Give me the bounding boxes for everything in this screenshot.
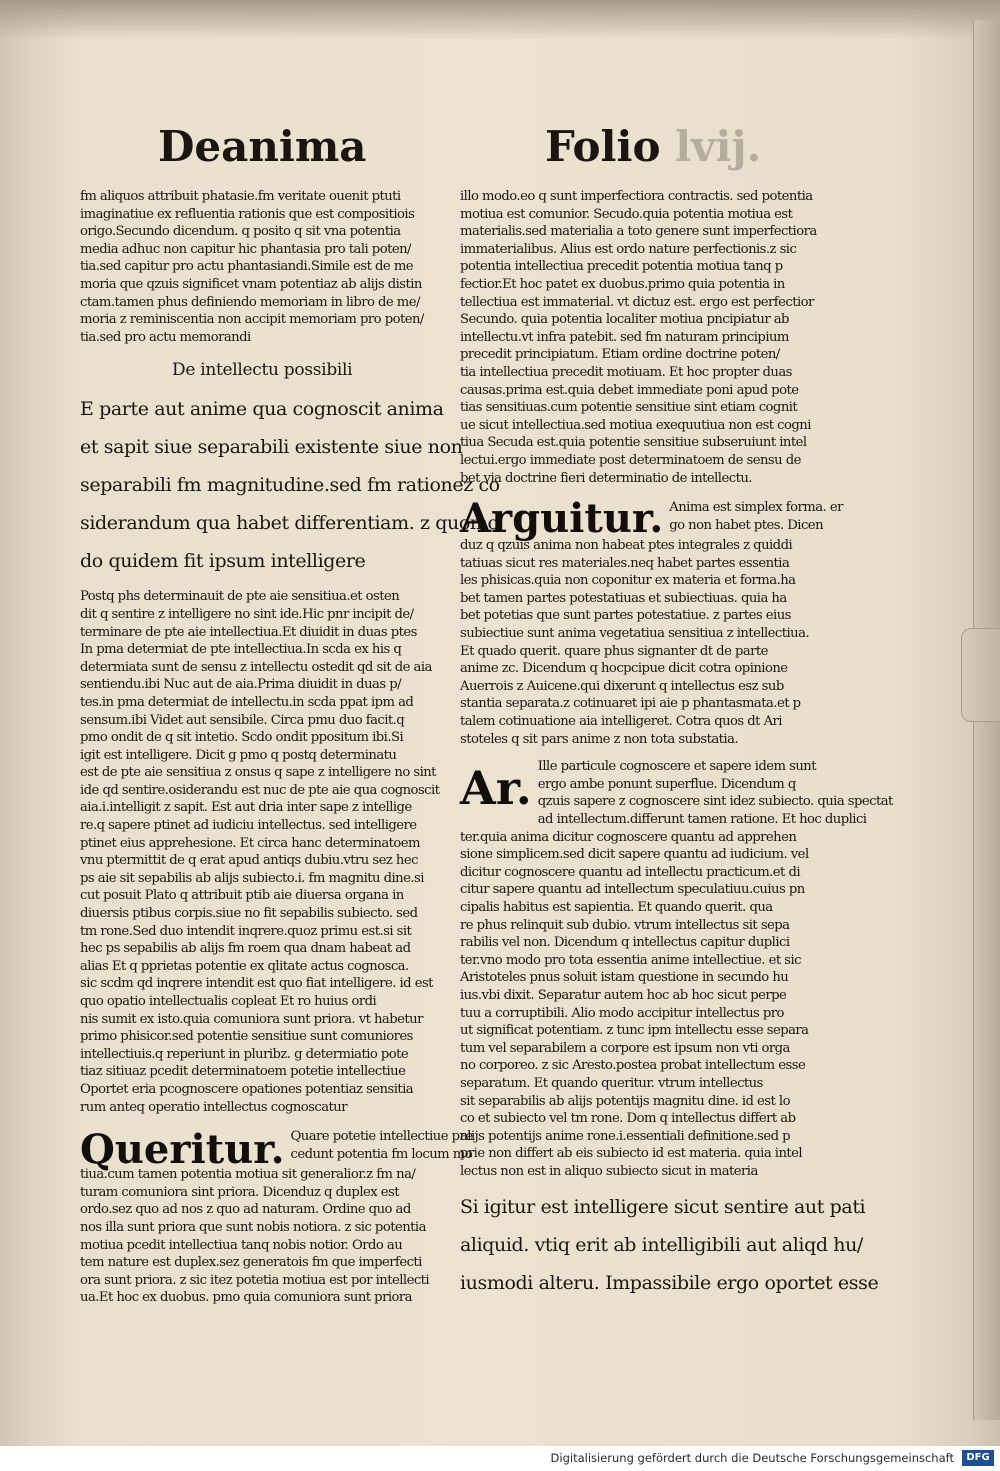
- text-line: tias sensitiuas.cum potentie sensitiue sint etiam cognit: [460, 400, 798, 416]
- text-line: est de pte aie sensitiua z onsus q sape z intelligere no sint: [80, 765, 436, 781]
- text-line: motiua est comunior. Secudo.quia potentia motiua est: [460, 206, 793, 222]
- text-line: tia.sed pro actu memorandi: [80, 329, 251, 345]
- text-line: co et subiecto vel tm rone. Dom q intellectus differt ab: [460, 1111, 796, 1127]
- text-line: determiata sunt de sensu z intellectu ostedit qd sit de aia: [80, 659, 432, 675]
- text-line: cut posuit Plato q attribuit ptib aie diuersa organa in: [80, 888, 404, 904]
- text-line: terminare de pte aie intellectiua.Et diuidit in duas ptes: [80, 624, 417, 640]
- text-line: tellectiua est immaterial. vt dictuz est. ergo est perfectior: [460, 294, 814, 310]
- text-line: pmo ondit de q sit intetio. Scdo ondit ppositum ibi.Si: [80, 730, 404, 746]
- text-line: Auerrois z Auicene.qui dixerunt q intellectus esz sub: [460, 678, 784, 694]
- text-line: Quare potetie intellectiue pre: [290, 1129, 473, 1145]
- text-line: alijs potentijs anime rone.i.essentiali definitione.sed p: [460, 1128, 791, 1144]
- commentary-paragraph: [80, 588, 450, 1116]
- text-line: Oportet eria pcognoscere opationes potentiaz sensitia: [80, 1081, 414, 1097]
- text-line: tes.in pma determiat de intellectu.in scda ppat ipm ad: [80, 694, 414, 710]
- text-line: ius.vbi dixit. Separatur autem hoc ab hoc sicut perpe: [460, 987, 787, 1003]
- text-line: tia intellectiua precedit motiuam. Et hoc propter duas: [460, 364, 792, 380]
- text-line: qzuis sapere z cognoscere sint idez subiecto. quia spectat: [537, 794, 893, 810]
- text-line: materialis.sed materialia a toto genere sunt imperfectiora: [460, 224, 817, 240]
- text-line: turam comuniora sint priora. Dicenduz q duplex est: [80, 1184, 399, 1200]
- right-column: [460, 188, 893, 1302]
- text-line: ter.vno modo pro tota essentia anime intellectiue. et sic: [460, 952, 801, 968]
- text-line: sione simplicem.sed dicit sapere quantu ad iudicium. vel: [460, 847, 809, 863]
- aristotle-text-continued: [460, 1188, 879, 1302]
- running-header-right: [545, 122, 761, 171]
- queritur-initial: Queritur.: [80, 1126, 285, 1174]
- text-line: diuersis ptibus corpis.siue no fit sepabilis subiecto. sed: [80, 906, 418, 922]
- digitization-footer: [0, 1446, 1000, 1471]
- text-line: talem cotinuatione aia intelligeret. Cotra quos dt Ari: [460, 714, 782, 730]
- text-line: sensum.ibi Videt aut sensibile. Circa pmu duo facit.q: [80, 712, 405, 728]
- text-line: lectui.ergo immediate post determinatoem de sensu de: [460, 452, 801, 468]
- text-line: nos illa sunt priora que sunt nobis notiora. z sic potentia: [80, 1219, 426, 1235]
- text-line: origo.Secundo dicendum. q posito q sit vna potentia: [80, 224, 401, 240]
- text-line: stantia separata.z cotinuaret ipi aie p phantasmata.et p: [460, 696, 801, 712]
- text-line: ua.Et hoc ex duobus. pmo quia comuniora sunt priora: [80, 1290, 412, 1306]
- ar-section: [460, 758, 893, 1180]
- text-line: subiectiue sunt anima vegetatiua sensitiua z intellectiua.: [460, 626, 810, 642]
- text-line: re.q sapere ptinet ad iudiciu intellectus. sed intelligere: [80, 818, 417, 834]
- text-line: no corporeo. z sic Aresto.postea probat intellectum esse: [460, 1058, 806, 1074]
- text-line: tiaz sitiuaz pcedit determinatoem potetie intellectiue: [80, 1064, 406, 1080]
- text-line: tem nature est duplex.sez generatois fm que imperfecti: [80, 1255, 422, 1271]
- text-line: cedunt potentia fm locum mo: [290, 1146, 473, 1162]
- text-line: intellectiuis.q reperiunt in pluribz. g determiatio pote: [80, 1046, 409, 1062]
- text-line: Si igitur est intelligere sicut sentire aut pati: [460, 1196, 866, 1219]
- text-line: tatiuas sicut res materiales.neq habet partes essentia: [460, 555, 790, 571]
- section-subheading: De intellectu possibili: [172, 360, 353, 381]
- text-line: do quidem fit ipsum intelligere: [80, 550, 366, 573]
- text-line: fectior.Et hoc patet ex duobus.primo quia potentia in: [460, 276, 785, 292]
- text-line: Anima est simplex forma. er: [669, 500, 843, 516]
- text-line: media adhuc non capitur hic phantasia pro tali poten/: [80, 241, 411, 257]
- text-line: tiua.cum tamen potentia motiua sit generalior.z fm na/: [80, 1167, 416, 1183]
- text-line: causas.prima est.quia debet immediate poni apud pote: [460, 382, 799, 398]
- left-top-paragraph: [80, 188, 450, 346]
- text-line: nis sumit ex isto.quia comuniora sunt priora. vt habetur: [80, 1011, 423, 1027]
- text-line: Secundo. quia potentia localiter motiua pncipiatur ab: [460, 312, 789, 328]
- text-line: primo phisicor.sed potentie sensitiue sunt comuniores: [80, 1029, 413, 1045]
- text-line: alias Et q pprietas potentie ex qlitate actus cognosca.: [80, 958, 409, 974]
- arguitur-initial: Arguitur.: [460, 495, 664, 543]
- text-line: ide qd sentire.osiderandu est nuc de pte aie qua cognoscit: [80, 782, 440, 798]
- text-line: re phus relinquit sub dubio. vtrum intellectus sit sepa: [460, 917, 790, 933]
- text-line: ctam.tamen phus definiendo memoriam in libro de me/: [80, 294, 420, 310]
- text-line: fm aliquos attribuit phatasie.fm veritate ouenit ptuti: [80, 189, 401, 204]
- text-line: precedit principiatum. Etiam ordine doctrine poten/: [460, 347, 780, 363]
- text-line: rabilis vel non. Dicendum q intellectus capitur duplici: [460, 935, 790, 951]
- text-line: quo opatio intellectualis copleat Et ro huius ordi: [80, 994, 377, 1009]
- text-line: ora sunt priora. z sic itez potetia motiua est por intellecti: [80, 1272, 430, 1288]
- text-line: Et quado querit. quare phus signanter dt de parte: [460, 643, 768, 659]
- folio-label: Folio: [545, 122, 661, 171]
- text-line: Aristoteles pnus soluit istam questione in secundo hu: [460, 970, 789, 986]
- text-line: aliquid. vtiq erit ab intelligibili aut aliqd hu/: [460, 1234, 863, 1257]
- page-tab-marker: [961, 628, 1000, 722]
- text-line: ter.quia anima dicitur cognoscere quantu ad apprehen: [460, 829, 797, 845]
- text-line: ue sicut intellectiua.sed motiua exequutiua non est cogni: [460, 417, 811, 433]
- text-line: go non habet ptes. Dicen: [669, 517, 824, 533]
- text-line: Postq phs determinauit de pte aie sensitiua.et osten: [80, 589, 400, 605]
- text-line: bet via doctrine fieri determinatio de intellectu.: [460, 470, 752, 486]
- text-line: Ille particule cognoscere et sapere idem sunt: [537, 759, 816, 775]
- folio-number: lvij.: [675, 122, 762, 171]
- text-line: rum anteq operatio intellectus cognoscatur: [80, 1099, 347, 1115]
- text-line: iusmodi alteru. Impassibile ergo oportet esse: [460, 1272, 879, 1295]
- text-line: tuu a corruptibili. Alio modo accipitur intellectus pro: [460, 1005, 784, 1021]
- text-line: duz q qzuis anima non habeat ptes integrales z quiddi: [460, 538, 793, 554]
- text-line: ergo ambe ponunt superflue. Dicendum q: [537, 776, 796, 792]
- text-line: moria z reminiscentia non accipit memoriam pro poten/: [80, 312, 424, 328]
- text-line: tia.sed capitur pro actu phantasiandi.Simile est de me: [80, 259, 414, 275]
- right-top-paragraph: [460, 188, 832, 487]
- text-line: siderandum qua habet differentiam. z quomo: [80, 512, 499, 535]
- text-line: potentia intellectiua precedit potentia motiua tanq p: [460, 259, 783, 275]
- text-line: vnu ptermittit de q erat apud antiqs dubiu.vtru sez hec: [80, 853, 418, 869]
- text-line: aia.i.intelligit z sapit. Est aut dria inter sape z intellige: [80, 800, 412, 816]
- text-line: sentiendu.ibi Nuc aut de aia.Prima diuidit in duas p/: [80, 677, 401, 693]
- text-line: sic scdm qd inqrere intendit est quo fiat intelligere. id est: [80, 976, 433, 992]
- text-line: ordo.sez quo ad nos z quo ad naturam. Ordine quo ad: [80, 1202, 411, 1218]
- dfg-logo: DFG: [962, 1450, 994, 1466]
- text-line: igit est intelligere. Dicit g pmo q postq determinatu: [80, 747, 397, 763]
- text-line: lectus non est in aliquo subiecto sicut in materia: [460, 1163, 758, 1179]
- arguitur-section: [460, 495, 843, 748]
- text-line: In pma determiat de pte intellectiua.In scda ex his q: [80, 642, 402, 658]
- text-line: citur sapere quantu ad intellectum speculatiuu.cuius pn: [460, 882, 805, 898]
- text-line: les phisicas.quia non coponitur ex materia et forma.ha: [460, 573, 796, 589]
- text-line: anime zc. Dicendum q hocpcipue dicit cotra opinione: [460, 661, 788, 677]
- text-line: dicitur cognoscere quantu ad intellectu practicum.et di: [460, 864, 800, 880]
- text-line: tum vel separabilem a corpore est ipsum non vti orga: [460, 1040, 790, 1056]
- text-line: tiua Secuda est.quia potentie sensitiue subseruiunt intel: [460, 435, 807, 451]
- funding-credit: Digitalisierung gefördert durch die Deutsche Forschungsgemeinschaft: [550, 1451, 954, 1465]
- text-line: bet tamen partes potestatiuas et subiectiuas. quia ha: [460, 590, 787, 606]
- left-column: [80, 188, 500, 1307]
- text-line: immaterialibus. Alius est ordo nature perfectionis.z sic: [460, 241, 797, 257]
- text-line: imaginatiue ex refluentia rationis que est compositiois: [80, 206, 415, 222]
- text-line: tm rone.Sed duo intendit inqrere.quoz primu est.si sit: [80, 923, 412, 939]
- text-line: et sapit siue separabili existente siue non: [80, 436, 463, 459]
- text-line: illo modo.eo q sunt imperfectiora contractis. sed potentia: [460, 189, 813, 204]
- text-line: cipalis habitus est sapientia. Et quando querit. qua: [460, 899, 773, 915]
- text-line: stoteles q sit pars anime z non tota substatia.: [460, 731, 739, 747]
- aristotle-text: [80, 390, 500, 580]
- text-line: E parte aut anime qua cognoscit anima: [80, 398, 444, 421]
- text-line: dit q sentire z intelligere no sint ide.Hic pnr incipit de/: [80, 606, 414, 622]
- text-line: moria que qzuis significet vnam potentiaz ab alijs distin: [80, 276, 422, 292]
- text-line: ptinet eius apprehesione. Et circa hanc determinatoem: [80, 835, 421, 851]
- text-line: prie non differt ab eis subiecto id est materia. quia intel: [460, 1146, 803, 1162]
- text-line: motiua pcedit intellectiua tanq nobis notior. Ordo au: [80, 1237, 403, 1253]
- text-line: bet potetias que sunt partes potestatiue. z partes eius: [460, 608, 791, 624]
- text-line: hec ps sepabilis ab alijs fm roem qua dnam habeat ad: [80, 941, 411, 957]
- text-line: ps aie sit sepabilis ab alijs subiecto.i. fm magnitu dine.si: [80, 870, 424, 886]
- ar-initial: Ar.: [460, 761, 532, 816]
- text-line: separabili fm magnitudine.sed fm rationez co: [80, 474, 500, 497]
- page-top-shadow: [0, 0, 1000, 40]
- text-line: ad intellectum.differunt tamen ratione. Et hoc duplici: [537, 812, 867, 827]
- text-line: intellectu.vt infra patebit. sed fm naturam principium: [460, 329, 789, 345]
- text-line: separatum. Et quando queritur. vtrum intellectus: [460, 1075, 763, 1091]
- queritur-section: [80, 1126, 473, 1307]
- text-line: ut significat potentiam. z tunc ipm intellectu esse separa: [460, 1023, 809, 1039]
- running-header-left: Deanima: [158, 122, 367, 171]
- text-line: sit separabilis ab alijs potentijs magnitu dine. id est lo: [460, 1093, 790, 1109]
